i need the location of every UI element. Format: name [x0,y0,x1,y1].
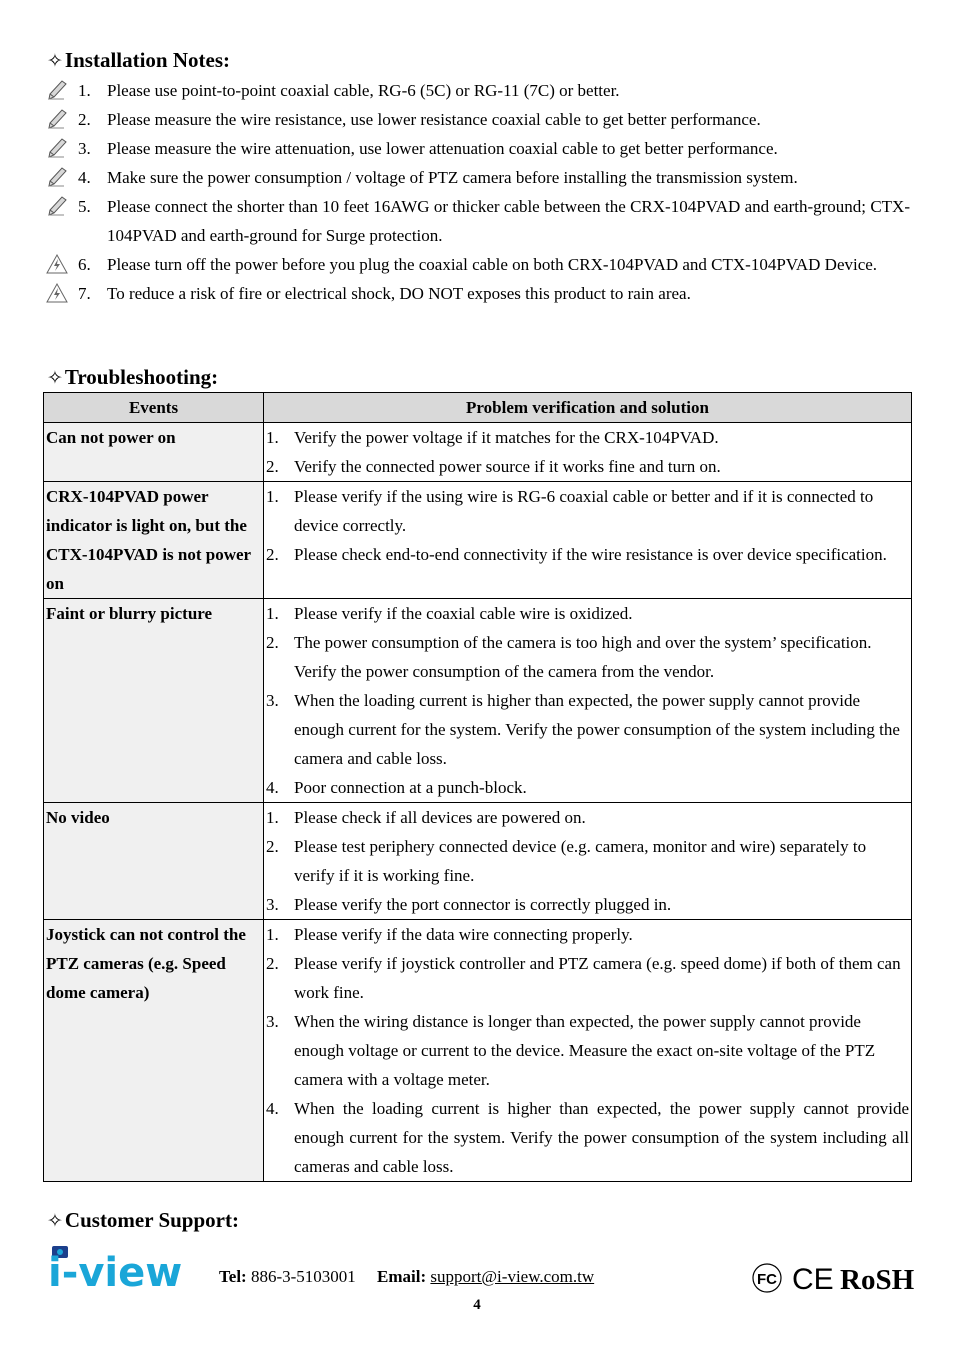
customer-support-title: Customer Support: [64,1208,239,1232]
solution-item [266,803,911,832]
installation-notes-title: Installation Notes: [64,48,231,72]
solution-text: Poor connection at a punch-block. [294,778,527,797]
solution-item [266,686,911,773]
solution-item [266,482,911,540]
installation-note-item [44,76,910,105]
note-text: Please turn off the power before you plug the coaxial cable on both CRX-104PVAD and CTX-104PVAD Device. [107,255,878,274]
solution-number: 4. [266,778,279,797]
solution-item [266,890,911,919]
installation-notes-list [44,76,910,308]
troubleshooting-heading [47,365,218,390]
installation-note-item [44,134,910,163]
solution-text: Please verify the port connector is correctly plugged in. [294,895,672,914]
customer-support-heading [47,1208,239,1233]
solution-number: 3. [266,691,279,710]
page-number: 4 [473,1297,481,1313]
solution-text: Please check if all devices are powered on. [294,808,586,827]
solution-number: 1. [266,604,279,623]
solution-cell [264,482,912,599]
star-icon: ✧ [47,51,63,72]
table-row [44,423,912,482]
rosh-mark-text: RoSH [840,1264,915,1296]
note-number: 5. [78,197,91,216]
note-number: 1. [78,81,91,100]
tel-label: Tel: [219,1267,247,1286]
solution-text: Please verify if the using wire is RG-6 coaxial cable or better and if it is connected to device correctly. [294,487,874,535]
installation-notes-heading [47,48,230,73]
solution-text: The power consumption of the camera is too high and over the system’ specification. Verify the power consumption of the camera from the vendor. [294,633,872,681]
solution-text: When the loading current is higher than expected, the power supply cannot provide enough current for the system. Verify the power consumption of the system including the camera and cable loss. [294,691,900,768]
table-row [44,482,912,599]
solution-item [266,540,911,569]
pencil-icon [46,167,68,187]
table-row [44,920,912,1182]
solution-text: Please verify if the data wire connecting properly. [294,925,633,944]
event-cell: Can not power on [44,423,264,482]
installation-note-item [44,163,910,192]
tel-value: 886-3-5103001 [250,1267,356,1286]
ce-mark-icon: CE [792,1263,834,1296]
solution-text: Please check end-to-end connectivity if the wire resistance is over device specification. [294,545,887,564]
star-icon: ✧ [47,368,63,389]
solution-cell [264,423,912,482]
solution-number: 2. [266,545,279,564]
event-cell: CRX-104PVAD power indicator is light on, but the CTX-104PVAD is not power on [44,482,264,599]
logo-text: i-view [48,1250,183,1292]
solution-item [266,773,911,802]
solution-cell [264,920,912,1182]
solution-item [266,920,911,949]
event-cell: Faint or blurry picture [44,599,264,803]
solution-text: When the loading current is higher than expected, the power supply cannot provide enough current for the system. Verify the power consumption of the system including all cameras and cable loss. [294,1099,909,1176]
solution-text: Please verify if joystick controller and PTZ camera (e.g. speed dome) if both of them can work fine. [294,954,901,1002]
events-column-header: Events [44,393,264,423]
note-text: Make sure the power consumption / voltage of PTZ camera before installing the transmission system. [107,168,798,187]
solution-item [266,1007,911,1094]
solution-number: 3. [266,1012,279,1031]
solution-number: 1. [266,428,279,447]
fc-mark-text: FC [757,1271,777,1288]
i-view-logo [46,1242,206,1292]
solution-number: 1. [266,808,279,827]
troubleshooting-table [43,392,912,1182]
note-text: Please measure the wire resistance, use lower resistance coaxial cable to get better performance. [107,110,761,129]
table-row [44,599,912,803]
solution-text: Verify the power voltage if it matches for the CRX-104PVAD. [294,428,719,447]
note-text: Please measure the wire attenuation, use lower attenuation coaxial cable to get better performance. [107,139,778,158]
solution-number: 2. [266,954,279,973]
troubleshooting-title: Troubleshooting: [64,365,219,389]
star-icon: ✧ [47,1211,63,1232]
solution-item [266,452,911,481]
solution-text: Verify the connected power source if it works fine and turn on. [294,457,721,476]
certification-logos [752,1258,924,1298]
note-text: Please connect the shorter than 10 feet 16AWG or thicker cable between the CRX-104PVAD and earth-ground; CTX-104PVAD and earth-ground for Surge protection. [107,197,910,245]
contact-info [219,1267,594,1287]
installation-note-item [44,192,910,250]
note-number: 4. [78,168,91,187]
email-label: Email: [377,1267,427,1286]
solution-item [266,832,911,890]
note-text: Please use point-to-point coaxial cable, RG-6 (5C) or RG-11 (7C) or better. [107,81,620,100]
solution-item [266,1094,911,1181]
solution-number: 1. [266,487,279,506]
note-number: 6. [78,255,91,274]
solution-cell [264,803,912,920]
pencil-icon [46,109,68,129]
solution-number: 1. [266,925,279,944]
solution-number: 4. [266,1099,279,1118]
note-number: 7. [78,284,91,303]
table-header-row [44,393,912,423]
solution-text: Please verify if the coaxial cable wire is oxidized. [294,604,633,623]
solution-item [266,423,911,452]
solution-item [266,628,911,686]
note-text: To reduce a risk of fire or electrical shock, DO NOT exposes this product to rain area. [107,284,691,303]
email-link[interactable]: support@i-view.com.tw [430,1267,595,1286]
installation-note-item [44,250,910,279]
solution-item [266,599,911,628]
pencil-icon [46,80,68,100]
solution-number: 3. [266,895,279,914]
solution-item [266,949,911,1007]
solution-cell [264,599,912,803]
event-cell: No video [44,803,264,920]
solution-number: 2. [266,633,279,652]
installation-note-item [44,279,910,308]
note-number: 2. [78,110,91,129]
solution-text: Please test periphery connected device (e.g. camera, monitor and wire) separately to verify if it is working fine. [294,837,867,885]
warning-icon [46,254,68,274]
table-row [44,803,912,920]
warning-icon [46,283,68,303]
support-footer [0,1250,954,1302]
solution-number: 2. [266,837,279,856]
note-number: 3. [78,139,91,158]
installation-note-item [44,105,910,134]
solution-text: When the wiring distance is longer than expected, the power supply cannot provide enough voltage or current to the device. Measure the exact on-site voltage of the PTZ camera with a voltage meter. [294,1012,876,1089]
pencil-icon [46,196,68,216]
solution-number: 2. [266,457,279,476]
solution-column-header: Problem verification and solution [264,393,912,423]
event-cell: Joystick can not control the PTZ cameras (e.g. Speed dome camera) [44,920,264,1182]
pencil-icon [46,138,68,158]
